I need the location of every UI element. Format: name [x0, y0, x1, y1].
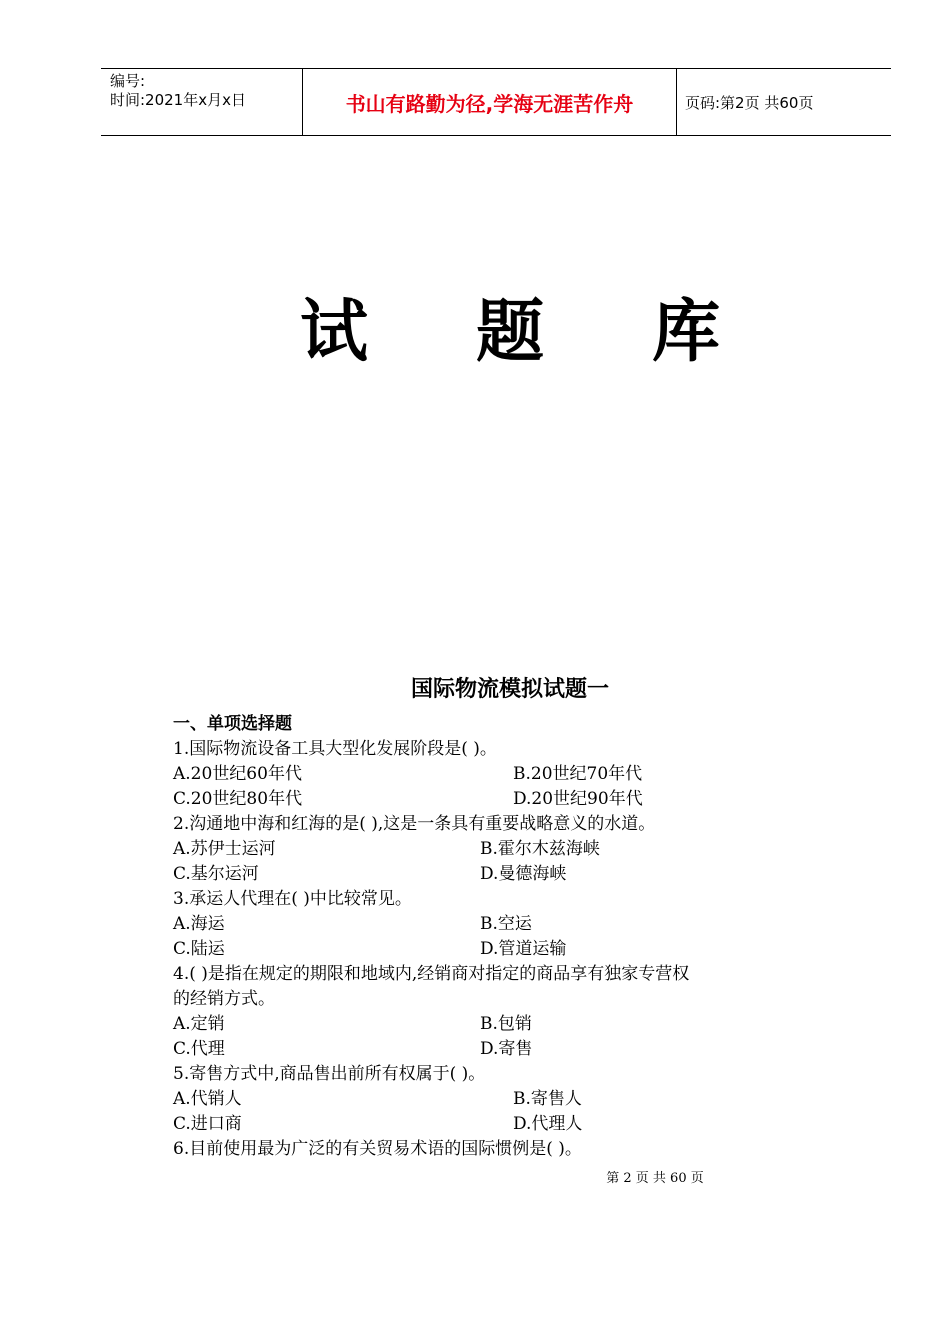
header-left-cell	[101, 69, 303, 135]
number-label: 编号:	[110, 72, 146, 90]
question-stem: 6.目前使用最为广泛的有关贸易术语的国际惯例是( )。	[173, 1139, 582, 1159]
option-choice: D.曼德海峡	[480, 864, 567, 884]
option-choice: C.20世纪80年代	[173, 789, 303, 809]
option-row	[173, 762, 853, 787]
option-choice: D.代理人	[513, 1114, 583, 1134]
option-row	[173, 1112, 853, 1137]
big-title-char: 库	[651, 293, 720, 372]
option-row	[173, 912, 853, 937]
option-choice: A.20世纪60年代	[173, 764, 302, 784]
option-choice: C.基尔运河	[173, 864, 259, 884]
option-choice: A.海运	[173, 914, 225, 934]
option-choice: A.定销	[173, 1014, 225, 1034]
option-choice: B.霍尔木兹海峡	[480, 839, 600, 859]
option-row	[173, 1012, 853, 1037]
option-choice: C.进口商	[173, 1114, 242, 1134]
big-title-char: 试	[300, 293, 369, 372]
question-list	[173, 712, 853, 1162]
big-title	[300, 278, 720, 375]
option-row	[173, 862, 853, 887]
option-row	[173, 837, 853, 862]
question-stem: 1.国际物流设备工具大型化发展阶段是( )。	[173, 739, 497, 759]
option-row	[173, 1087, 853, 1112]
option-choice: D.寄售	[480, 1039, 533, 1059]
option-choice: A.苏伊士运河	[173, 839, 276, 859]
big-title-char: 题	[475, 293, 544, 372]
page-footer: 第 2 页 共 60 页	[606, 1171, 704, 1186]
question-stem: 2.沟通地中海和红海的是( ),这是一条具有重要战略意义的水道。	[173, 814, 656, 834]
question-stem-continued: 的经销方式。	[173, 989, 275, 1009]
option-choice: B.包销	[480, 1014, 532, 1034]
option-choice: D.管道运输	[480, 939, 567, 959]
header-table	[101, 68, 891, 136]
option-choice: C.代理	[173, 1039, 225, 1059]
exam-title: 国际物流模拟试题一	[410, 677, 609, 702]
page-info: 页码:第2页 共60页	[685, 93, 814, 112]
option-choice: A.代销人	[173, 1089, 242, 1109]
option-choice: B.20世纪70年代	[513, 764, 643, 784]
option-choice: D.20世纪90年代	[513, 789, 643, 809]
question-stem: 5.寄售方式中,商品售出前所有权属于( )。	[173, 1064, 486, 1084]
option-row	[173, 1037, 853, 1062]
questions-container	[173, 737, 853, 1162]
option-row	[173, 937, 853, 962]
time-label: 时间:2021年x月x日	[110, 91, 246, 109]
option-row	[173, 787, 853, 812]
option-choice: B.空运	[480, 914, 532, 934]
section-title: 一、单项选择题	[173, 714, 292, 734]
question-stem: 3.承运人代理在( )中比较常见。	[173, 889, 412, 909]
option-choice: B.寄售人	[513, 1089, 582, 1109]
option-choice: C.陆运	[173, 939, 225, 959]
question-stem: 4.( )是指在规定的期限和地域内,经销商对指定的商品享有独家专营权	[173, 964, 690, 984]
motto: 书山有路勤为径,学海无涯苦作舟	[303, 69, 677, 135]
